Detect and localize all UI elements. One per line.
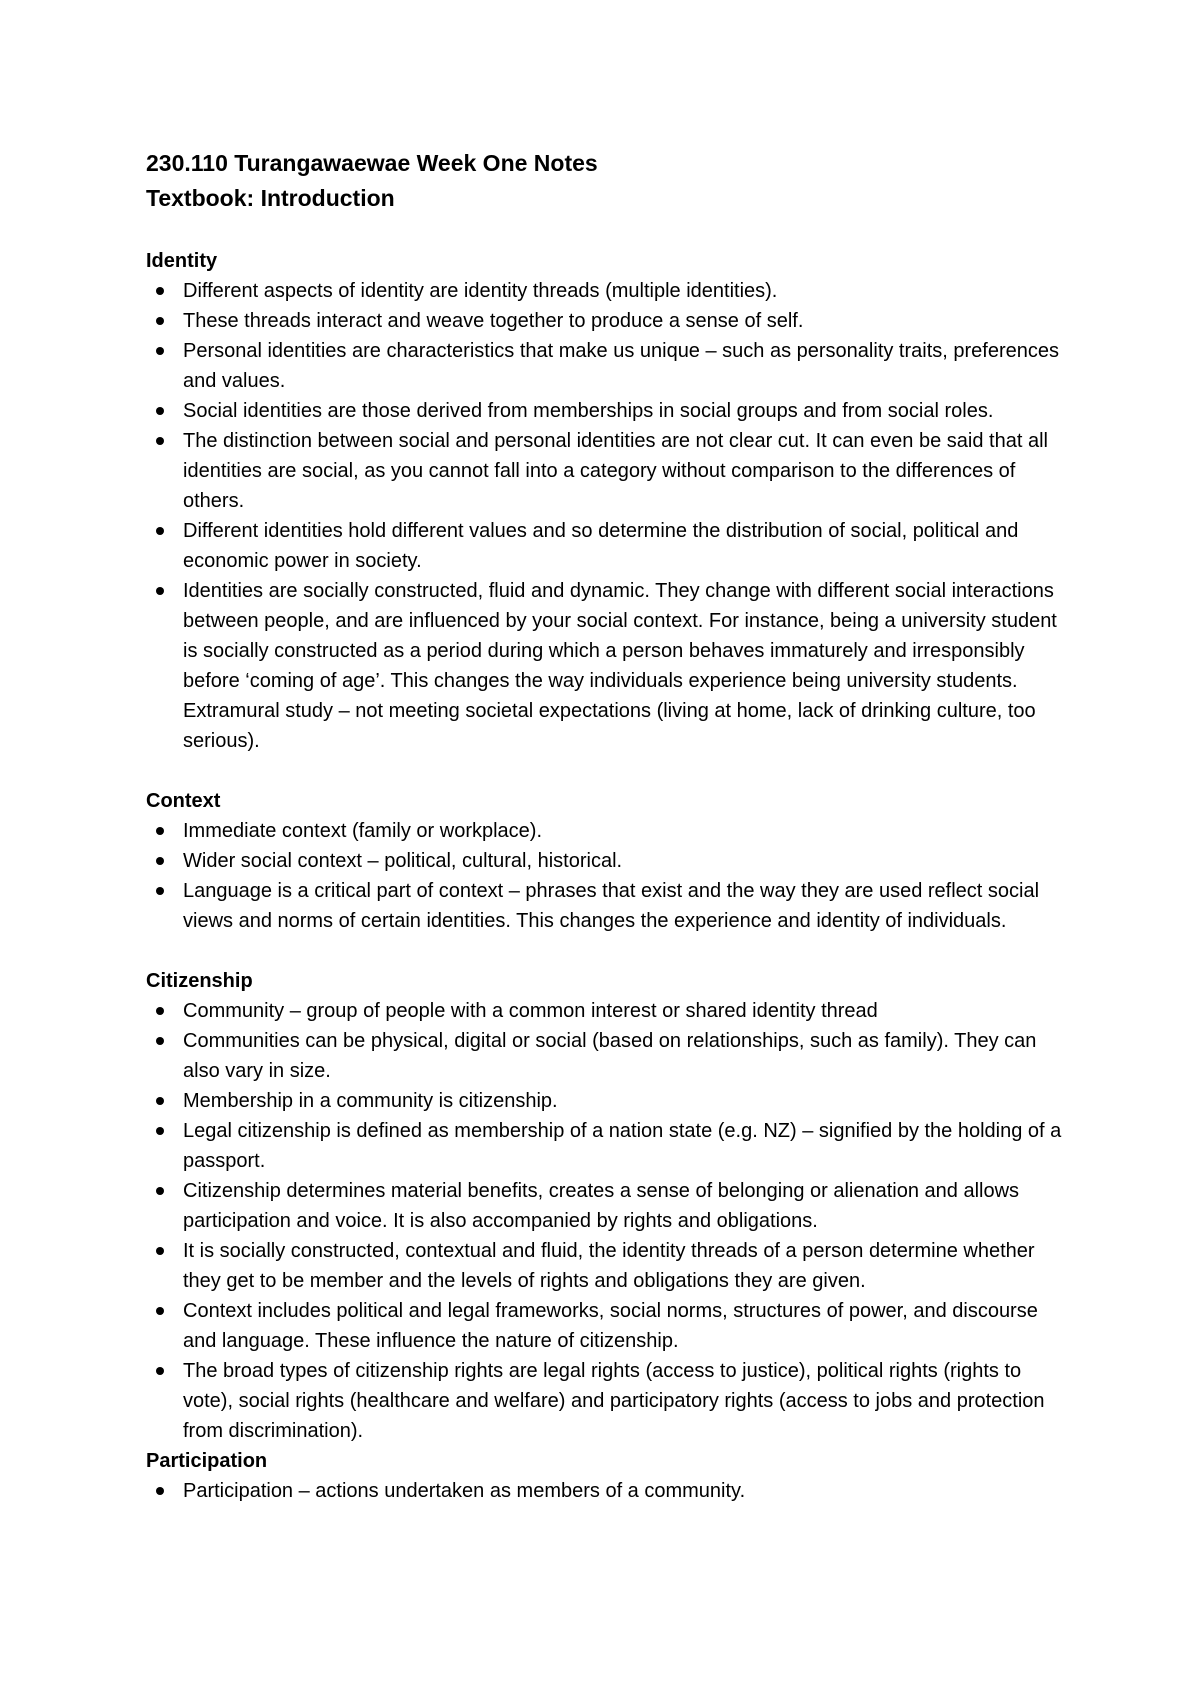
spacer [146,936,1076,966]
bullet-text: Community – group of people with a common interest or shared identity thread [183,1000,878,1022]
list-item [146,996,1076,1026]
bullet-text: Social identities are those derived from memberships in social groups and from social roles. [183,400,994,422]
bullet-icon [156,1367,164,1375]
section-context [146,786,1076,936]
list-item [146,1116,1076,1176]
section-participation [146,1446,1076,1506]
bullet-text: Citizenship determines material benefits, creates a sense of belonging or alienation and allows participation and voice. It is also accompanied by rights and obligations. [183,1180,1020,1232]
bullet-icon [156,287,164,295]
list-item [146,1356,1076,1446]
bullet-text: Personal identities are characteristics that make us unique – such as personality traits, preferences and values. [183,340,1059,392]
list-item [146,306,1076,336]
bullet-icon [156,857,164,865]
bullet-icon [156,347,164,355]
bullet-icon [156,1037,164,1045]
bullet-icon [156,1007,164,1015]
section-heading: Identity [146,250,218,272]
list-item [146,1236,1076,1296]
bullet-text: Communities can be physical, digital or social (based on relationships, such as family). They can also vary in size. [183,1030,1037,1082]
bullet-text: Language is a critical part of context – phrases that exist and the way they are used reflect social views and norms of certain identities. This changes the experience and identity of individuals. [183,880,1040,932]
bullet-text: Different identities hold different values and so determine the distribution of social, political and economic power in society. [183,520,1019,572]
bullet-text: The broad types of citizenship rights are legal rights (access to justice), political rights (rights to vote), social rights (healthcare and welfare) and participatory rights (access to jobs and protection from discrimination). [183,1360,1045,1442]
bullet-text: Different aspects of identity are identity threads (multiple identities). [183,280,778,302]
bullet-icon [156,1487,164,1495]
list-item [146,1026,1076,1086]
spacer [146,216,1076,246]
list-item [146,396,1076,426]
section-identity [146,246,1076,756]
bullet-icon [156,407,164,415]
bullet-icon [156,437,164,445]
list-item [146,846,1076,876]
list-item [146,576,1076,756]
bullet-list [146,816,1076,936]
bullet-text: Context includes political and legal frameworks, social norms, structures of power, and discourse and language. These influence the nature of citizenship. [183,1300,1038,1352]
section-heading: Participation [146,1450,268,1472]
section-heading: Citizenship [146,970,253,992]
bullet-icon [156,587,164,595]
list-item [146,1086,1076,1116]
bullet-icon [156,1127,164,1135]
section-citizenship [146,966,1076,1446]
list-item [146,1296,1076,1356]
bullet-text: Immediate context (family or workplace). [183,820,543,842]
list-item [146,876,1076,936]
bullet-icon [156,1307,164,1315]
bullet-text: Identities are socially constructed, fluid and dynamic. They change with different social interactions between people, and are influenced by your social context. For instance, being a university student is socially constructed as a period during which a person behaves immaturely and irresponsibly before ‘coming of age’. This changes the way individuals experience being university students. Extramural study – not meeting societal expectations (living at home, lack of drinking culture, too serious). [183,580,1057,752]
bullet-icon [156,1247,164,1255]
bullet-text: These threads interact and weave together to produce a sense of self. [183,310,804,332]
bullet-text: Participation – actions undertaken as members of a community. [183,1480,746,1502]
bullet-text: The distinction between social and personal identities are not clear cut. It can even be said that all identities are social, as you cannot fall into a category without comparison to the differences of others. [183,430,1048,512]
document-page [146,146,1076,1506]
document-subtitle: Textbook: Introduction [146,185,395,211]
bullet-list [146,1476,1076,1506]
bullet-list [146,276,1076,756]
document-title: 230.110 Turangawaewae Week One Notes [146,150,598,176]
bullet-text: Wider social context – political, cultural, historical. [183,850,623,872]
list-item [146,816,1076,846]
bullet-text: Membership in a community is citizenship. [183,1090,558,1112]
list-item [146,1176,1076,1236]
bullet-icon [156,887,164,895]
bullet-icon [156,317,164,325]
list-item [146,426,1076,516]
spacer [146,756,1076,786]
bullet-text: Legal citizenship is defined as membership of a nation state (e.g. NZ) – signified by the holding of a passport. [183,1120,1062,1172]
bullet-icon [156,1097,164,1105]
list-item [146,276,1076,306]
bullet-icon [156,827,164,835]
list-item [146,516,1076,576]
bullet-icon [156,527,164,535]
bullet-list [146,996,1076,1446]
list-item [146,1476,1076,1506]
bullet-text: It is socially constructed, contextual and fluid, the identity threads of a person determine whether they get to be member and the levels of rights and obligations they are given. [183,1240,1035,1292]
section-heading: Context [146,790,221,812]
list-item [146,336,1076,396]
bullet-icon [156,1187,164,1195]
